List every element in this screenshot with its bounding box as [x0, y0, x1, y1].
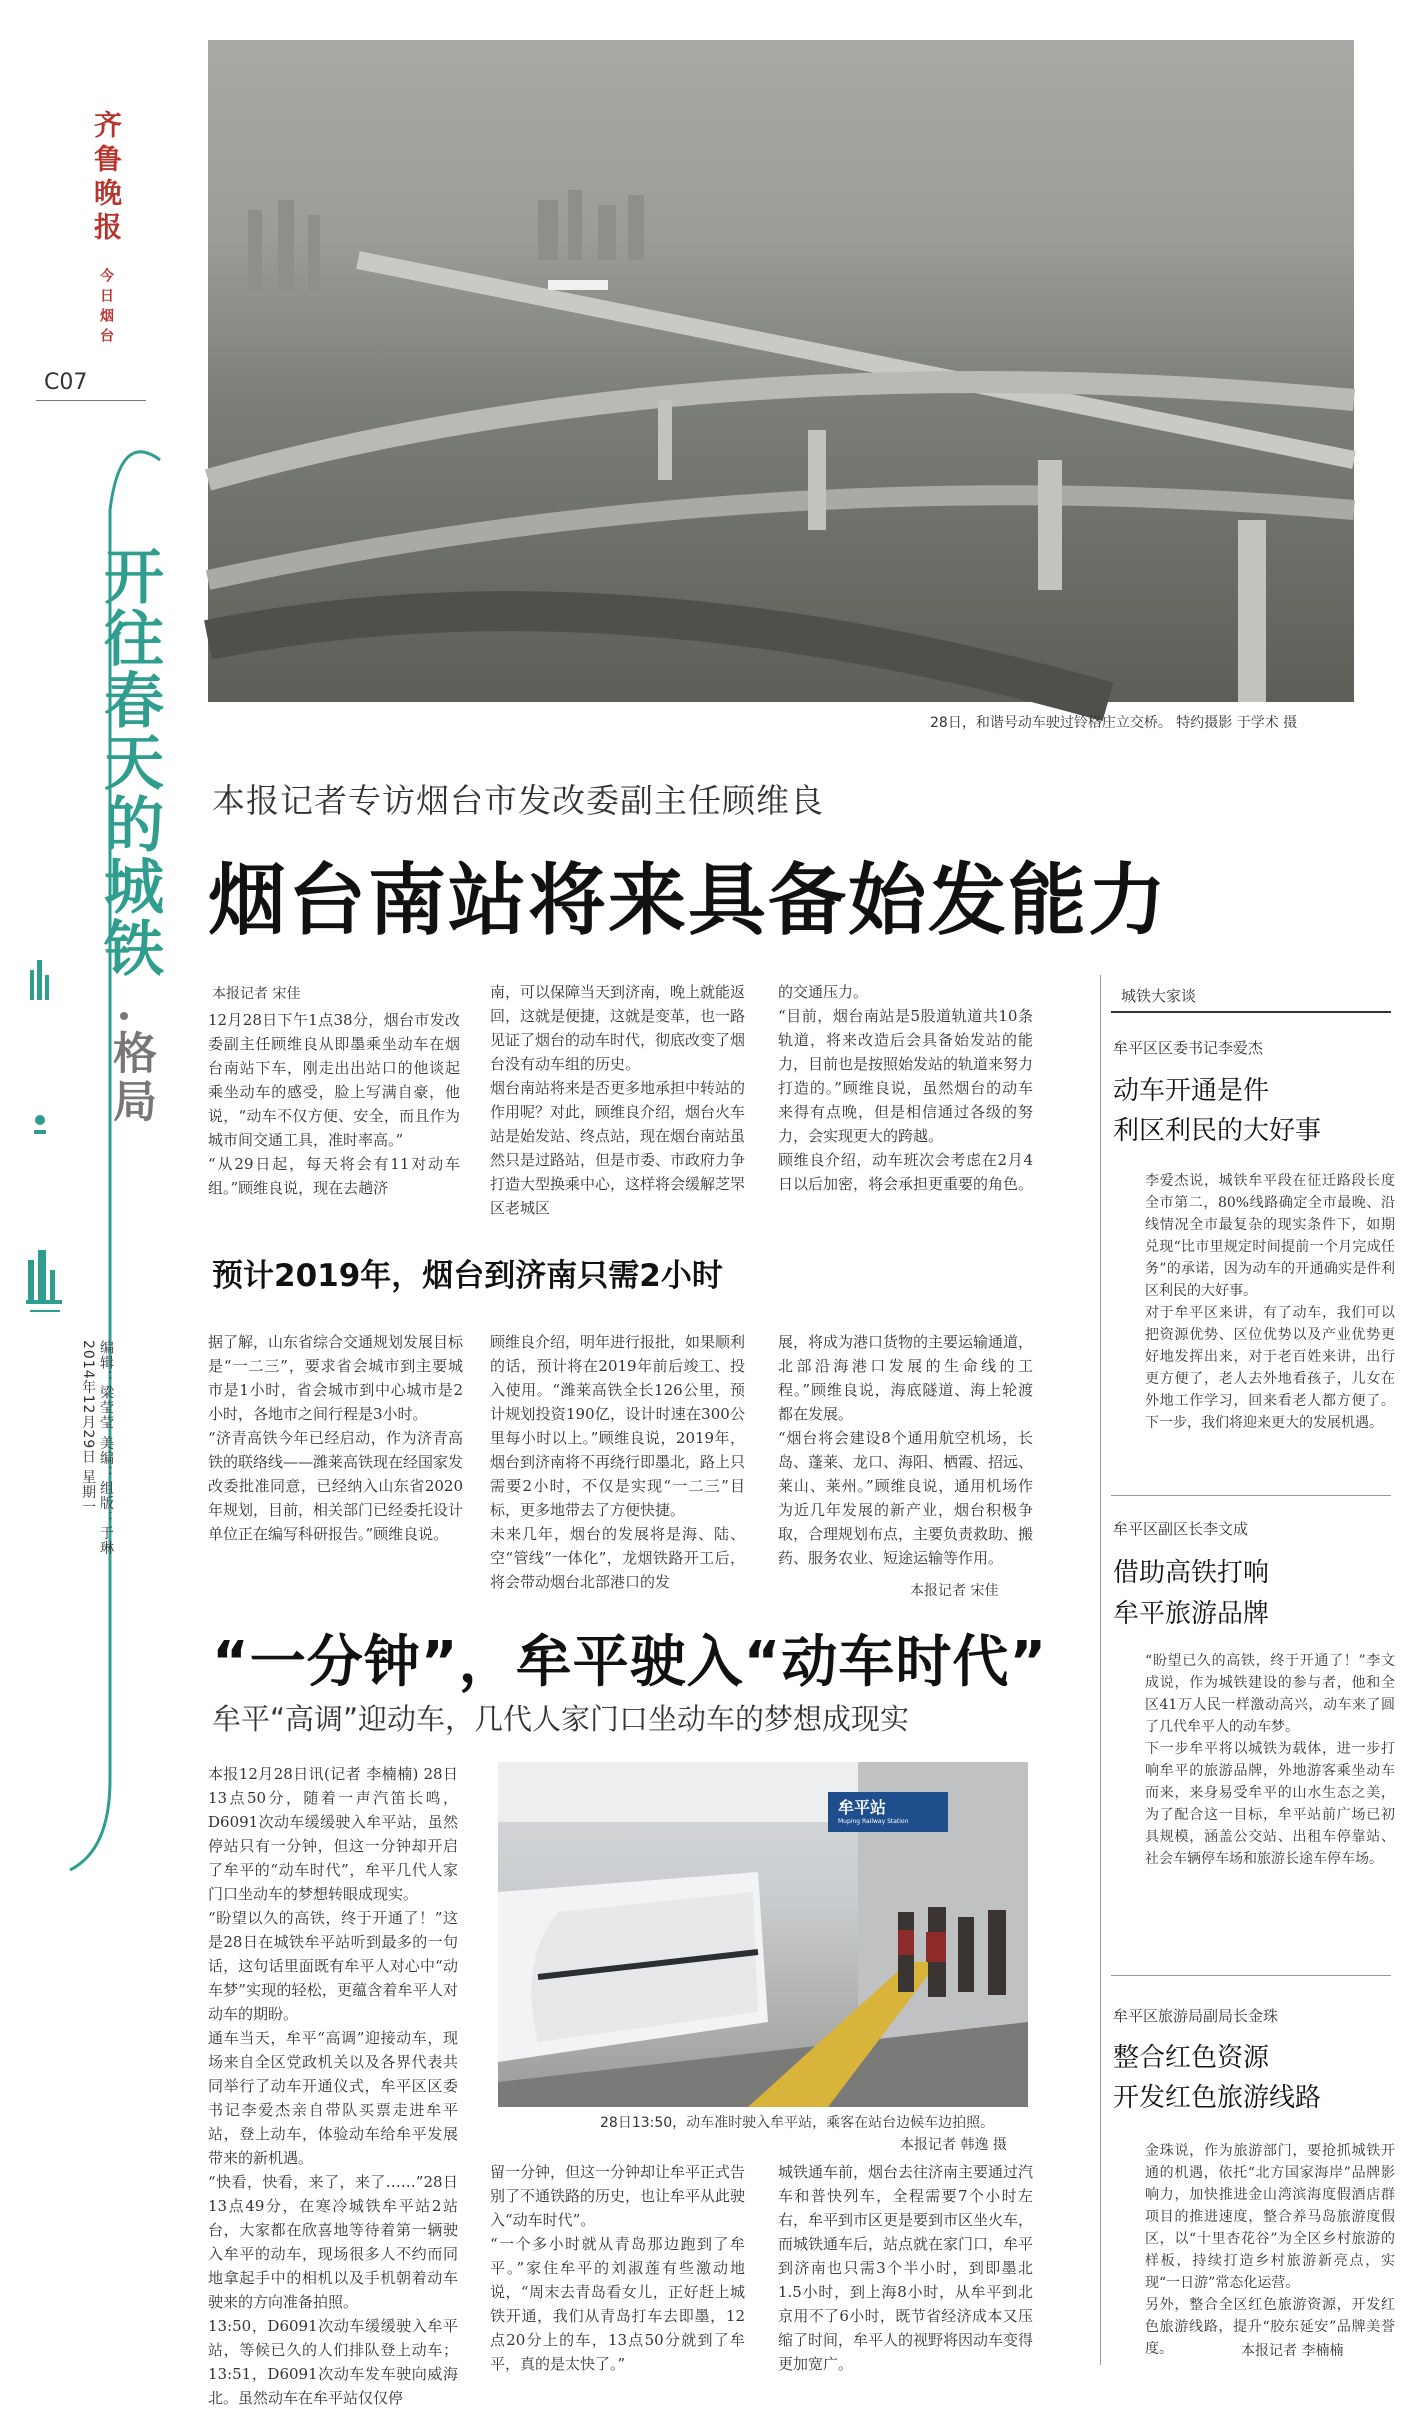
column-title: 开往春天的城铁 — [94, 545, 164, 979]
viaduct-illustration — [208, 40, 1354, 702]
sidebar-divider-1 — [1111, 1495, 1391, 1496]
sub1-col-1: 据了解，山东省综合交通规划发展目标是“一二三”，要求省会城市到主要城市是1小时，省会城市到中心城市是2小时，各地市之间行程是3小时。 “济青高铁今年已经启动，作为济青高铁的联络线——潍莱高铁现在经国家发改委批准同意，已经纳入山东省2020年规划，目前，相关部门已经委托设计单位正在编写科研报告。”顾维良说。 — [208, 1333, 464, 1543]
sidebar — [1100, 975, 1401, 2365]
column-subtitle: 格局 — [105, 1030, 156, 1126]
train-photo-caption: 28日13:50，动车准时驶入牟平站，乘客在站台边候车边拍照。 — [600, 2115, 995, 2131]
dot-separator — [120, 1012, 128, 1020]
masthead-divider — [36, 400, 146, 401]
sub1-headline: 预计2019年，烟台到济南只需2小时 — [212, 1258, 723, 1294]
masthead-strip — [0, 0, 190, 2383]
sidebar-label: 城铁大家谈 — [1121, 987, 1197, 1005]
train-photo-credit: 本报记者 韩逸 摄 — [900, 2137, 1007, 2153]
sidebar-item-3-byline: 本报记者 李楠楠 — [1241, 2343, 1344, 2359]
viaduct-photo — [208, 40, 1354, 702]
sidebar-item-1-title-1: 动车开通是件 — [1113, 1076, 1270, 1106]
sidebar-top-rule — [1111, 1011, 1391, 1013]
lead-col-3: 的交通压力。 “目前，烟台南站是5股道轨道共10条轨道，将来改造后会具备始发站的能力，目前也是按照始发站的轨道来努力打造的。”顾维良说，虽然烟台的动车来得有点晚，但是相信通过各级的努力，会实现更大的跨越。 顾维良介绍，动车班次会考虑在2月4日以后加密，将会承担更重要的角色。 — [778, 983, 1034, 1193]
story2-headline: “一分钟”，牟平驶入“动车时代” — [212, 1630, 1048, 1695]
top-photo-caption: 28日，和谐号动车驶过铃格庄立交桥。 特约摄影 于学术 摄 — [930, 715, 1298, 731]
sidebar-item-1-body: 李爱杰说，城铁牟平段在征迁路段长度全市第二，80%线路确定全市最晚、沿线情况全市最复杂的现实条件下，如期兑现“比市里规定时间提前一个月完成任务”的承诺，因为动车的开通确实是件利区利民的大好事。 对于牟平区来讲，有了动车，我们可以把资源优势、区位优势以及产业优势更好地发挥出来，对于老百姓来讲，出行更方便了，老人去外地看孩子，儿女在外地工作学习，回来看老人都方便了。下一步，我们将迎来更大的发展机遇。 — [1145, 1173, 1395, 1431]
lead-col-1: 12月28日下午1点38分，烟台市发改委副主任顾维良从即墨乘坐动车在烟台南站下车，刚走出出站口的他谈起乘坐动车的感受，脸上写满自豪，他说，“动车不仅方便、安全，而且作为城市间交通工具，准时率高。” “从29日起，每天将会有11对动车组。”顾维良说，现在去趟济 — [208, 1011, 460, 1197]
lead-byline: 本报记者 宋佳 — [212, 986, 301, 1002]
sidebar-item-3-speaker: 牟平区旅游局副局长金珠 — [1113, 2007, 1279, 2025]
paper-name: 齐鲁晚报 — [90, 110, 123, 246]
train-illustration — [498, 1762, 1028, 2107]
sidebar-item-2-title-2: 牟平旅游品牌 — [1113, 1599, 1270, 1629]
sub1-byline: 本报记者 宋佳 — [910, 1583, 999, 1599]
sidebar-item-1-speaker: 牟平区区委书记李爱杰 — [1113, 1039, 1264, 1057]
station-sign-en: Muping Railway Station — [838, 1818, 909, 1825]
section-name: 今日烟台 — [98, 268, 114, 348]
station-sign — [828, 1792, 948, 1832]
page-number: C07 — [44, 370, 88, 395]
date-line: 2014年12月29日 星期一 — [80, 1340, 96, 1515]
story2-col-1: 本报12月28日讯(记者 李楠楠) 28日13点50分，随着一声汽笛长鸣，D6091次动车缓缓驶入牟平站，虽然停站只有一分钟，但这一分钟却开启了牟平的“动车时代”，牟平几代人家门口坐动车的梦想转眼成现实。 “盼望以久的高铁，终于开通了！”这是28日在城铁牟平站听到最多的一句话，这句话里面既有牟平人对心中“动车梦”实现的轻松，更蕴含着牟平人对动车的期盼。 通车当天，牟平“高调”迎接动车，现场来自全区党政机关以及各界代表共同举行了动车开通仪式，牟平区区委书记李爱杰亲自带队买票走进牟平站，登上动车，体验动车给牟平发展带来的新机遇。 “快看，快看，来了，来了……”28日13点49分，在寒冷城铁牟平站2站台，大家都在欣喜地等待着第一辆驶入牟平的动车，现场很多人不约而同地拿起手中的相机以及手机朝着动车驶来的方向准备拍照。 13:50，D6091次动车缓缓驶入牟平站，等候已久的人们排队登上动车；13:51，D6091次动车发车驶向威海北。虽然动车在牟平站仅仅停 — [208, 1765, 458, 2407]
sidebar-item-1-title-2: 利区利民的大好事 — [1113, 1116, 1322, 1146]
train-photo — [498, 1762, 1028, 2107]
sidebar-item-3-title-1: 整合红色资源 — [1113, 2043, 1270, 2073]
lead-headline: 烟台南站将来具备始发能力 — [208, 856, 1169, 946]
story2-col-3: 城铁通车前，烟台去往济南主要通过汽车和普快列车，全程需要7个小时左右，牟平到市区更是要到市区坐火车，而城铁通车后，站点就在家门口，牟平到济南也只需3个半小时，到即墨北1.5小时，到上海8小时，从牟平到北京用不了6小时，既节省经济成本又压缩了时间，牟平人的视野将因动车变得更加宽广。 — [778, 2163, 1034, 2373]
sub1-col-3: 展，将成为港口货物的主要运输通道，北部沿海港口发展的生命线的工程。”顾维良说，海底隧道、海上轮渡都在发展。 “烟台将会建设8个通用航空机场，长岛、蓬莱、龙口、海阳、栖霞、招远、莱山、莱州。”顾维良说，通用机场作为近几年发展的新产业，烟台积极争取，合理规划布点，主要负责救助、搬药、服务农业、短途运输等作用。 — [778, 1333, 1034, 1567]
lead-col-2: 南，可以保障当天到济南，晚上就能返回，这就是便捷，这就是变革，也一路见证了烟台的动车时代，彻底改变了烟台没有动车组的历史。 烟台南站将来是否更多地承担中转站的作用呢？对此，顾维良介绍，烟台火车站是始发站、终点站，现在烟台南站虽然只是过路站，但是市委、市政府力争打造大型换乘中心，这样将会缓解芝罘区老城区 — [490, 983, 746, 1217]
sidebar-item-3-title-2: 开发红色旅游线路 — [1113, 2083, 1322, 2113]
sidebar-item-3-body: 金珠说，作为旅游部门，要抢抓城铁开通的机遇，依托“北方国家海岸”品牌影响力，加快推进金山湾滨海度假酒店群项目的推进速度，整合养马岛旅游度假区，以“十里杏花谷”为全区乡村旅游的样板，持续打造乡村旅游新亮点，实现“一日游”常态化运营。 另外，整合全区红色旅游资源，开发红色旅游线路，提升“胶东延安”品牌美誉度。 — [1145, 2143, 1395, 2357]
lead-kicker: 本报记者专访烟台市发改委副主任顾维良 — [212, 781, 824, 820]
sidebar-item-2-title-1: 借助高铁打响 — [1113, 1558, 1270, 1588]
story2-subhead: 牟平“高调”迎动车，几代人家门口坐动车的梦想成现实 — [212, 1702, 910, 1736]
station-sign-label: 牟平站 — [838, 1798, 887, 1817]
story2-col-2: 留一分钟，但这一分钟却让牟平正式告别了不通铁路的历史，也让牟平从此驶入“动车时代”。 “一个多小时就从青岛那边跑到了牟平。”家住牟平的刘淑莲有些激动地说，“周末去青岛看女儿，正好赶上城铁开通，我们从青岛打车去即墨，12点20分上的车，13点50分就到了牟平，真的是太快了。” — [490, 2163, 746, 2373]
sidebar-item-2-body: “盼望已久的高铁，终于开通了！”李文成说，作为城铁建设的参与者，他和全区41万人民一样激动高兴，动车来了圆了几代牟平人的动车梦。 下一步牟平将以城铁为载体，进一步打响牟平的旅游品牌，外地游客乘坐动车而来，来身易受牟平的山水生态之美，为了配合这一目标，牟平站前广场已初具规模，涵盖公交站、出租车停靠站、社会车辆停车场和旅游长途车停车场。 — [1145, 1653, 1395, 1867]
sidebar-item-2-speaker: 牟平区副区长李文成 — [1113, 1520, 1249, 1538]
sub1-col-2: 顾维良介绍，明年进行报批，如果顺利的话，预计将在2019年前后竣工、投入使用。“潍莱高铁全长126公里，预计规划投资190亿，设计时速在300公里每小时以上。”顾维良说，2019年，烟台到济南将不再绕行即墨北，路上只需要2小时，不仅是实现“一二三”目标，更多地带去了方便快捷。 未来几年，烟台的发展将是海、陆、空“管线”一体化”，龙烟铁路开工后，将会带动烟台北部港口的发 — [490, 1333, 746, 1591]
sidebar-divider-2 — [1111, 1975, 1391, 1976]
editor-line: 编辑：梁莹莹 美编：组版：于琳 — [98, 1340, 114, 1556]
